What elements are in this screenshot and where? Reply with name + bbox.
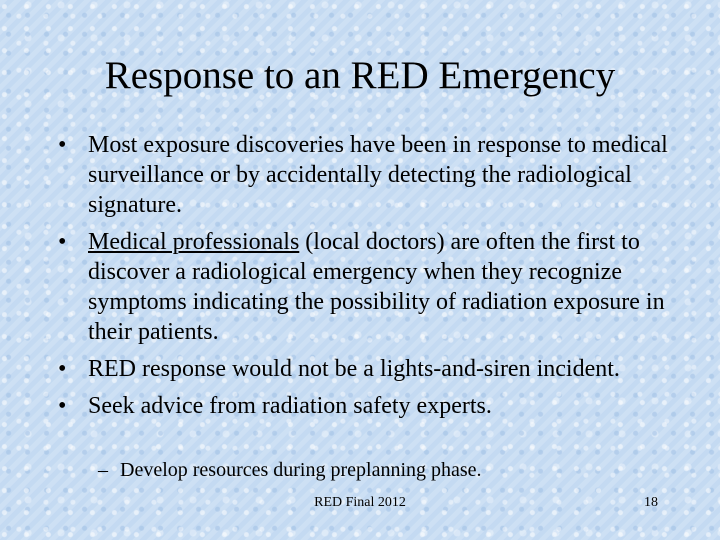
slide-title: Response to an RED Emergency [104,54,616,97]
page-number: 18 [644,495,658,510]
bullet-text: RED response would not be a lights-and-siren incident. [88,356,620,382]
sub-bullet [98,457,482,483]
bullet-item [58,130,678,220]
bullet-item [58,391,678,421]
bullet-item [58,227,678,347]
bullet-symbol: • [58,393,67,419]
bullet-item [58,354,678,384]
sub-bullet-symbol: – [98,459,108,481]
bullet-text: Most exposure discoveries have been in response to medical surveillance or by accidentally detecting the radiological signature. [88,132,668,218]
slide-footer: RED Final 2012 [314,495,406,510]
bullet-list [58,130,678,428]
bullet-underlined-text: Medical professionals [88,229,300,255]
bullet-text: Seek advice from radiation safety experts. [88,393,492,419]
bullet-symbol: • [58,356,67,382]
bullet-symbol: • [58,132,67,158]
sub-bullet-text: Develop resources during preplanning phase. [120,459,482,481]
bullet-text: (local doctors) are often the first to discover a radiological emergency when they recognize symptoms indicating the possibility of radiation exposure in their patients. [88,229,665,345]
bullet-symbol: • [58,229,67,255]
